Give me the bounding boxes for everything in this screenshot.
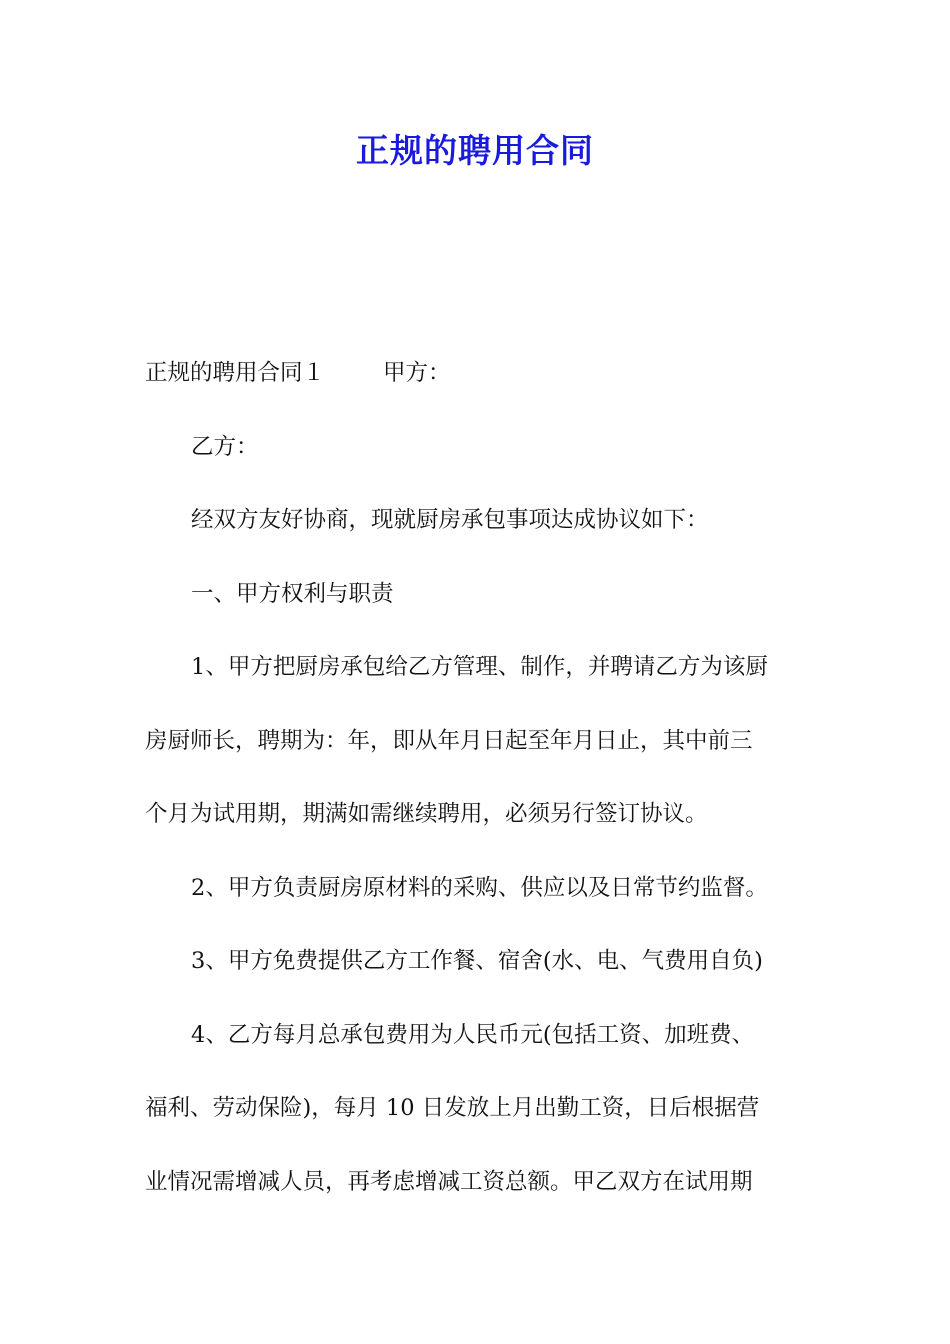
clause-1-line-3: 个月为试用期，期满如需继续聘用，必须另行签订协议。 <box>145 801 708 827</box>
section-heading-party-a: 一、甲方权利与职责 <box>191 580 394 607</box>
document-body <box>145 337 817 1219</box>
clause-1-line-2: 房厨师长，聘期为：年，即从年月日起至年月日止，其中前三 <box>145 727 753 754</box>
clause-3: 3、甲方免费提供乙方工作餐、宿舍(水、电、气费用自负) <box>191 948 763 974</box>
contract-number-label: 正规的聘用合同１ <box>145 360 326 386</box>
clause-4-line-3: 业情况需增减人员，再考虑增减工资总额。甲乙双方在试用期 <box>145 1168 753 1195</box>
clause-4-line-1: 4、乙方每月总承包费用为人民币元(包括工资、加班费、 <box>191 1021 755 1048</box>
party-a-label: 甲方： <box>383 360 451 386</box>
clause-4-line-2: 福利、劳动保险)，每月 10 日发放上月出勤工资，日后根据营 <box>145 1095 760 1121</box>
clause-1-line-1: 1、甲方把厨房承包给乙方管理、制作，并聘请乙方为该厨 <box>191 654 768 680</box>
paragraph-intro: 经双方友好协商，现就厨房承包事项达成协议如下： <box>191 507 709 533</box>
document-title: 正规的聘用合同 <box>356 131 594 170</box>
clause-2: 2、甲方负责厨房原材料的采购、供应以及日常节约监督。 <box>191 874 768 901</box>
party-b-label: 乙方： <box>191 433 259 460</box>
paragraph-header-line <box>145 337 817 411</box>
